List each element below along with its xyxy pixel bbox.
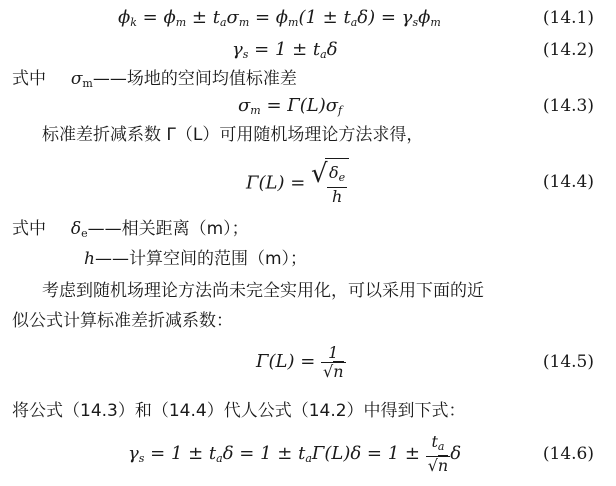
eq-text: σ: [238, 95, 251, 116]
eq-sub: m: [430, 16, 441, 29]
definition-sub: m: [82, 77, 93, 90]
equation-number: (14.5): [542, 352, 594, 372]
eq-sub: m: [238, 16, 250, 29]
equation-14-4: [246, 158, 349, 206]
definition-description: ——相关距离（m）；: [87, 219, 249, 239]
definition-description: ——计算空间的范围（m）；: [94, 249, 308, 269]
definition-h: [84, 248, 307, 270]
eq-sub: m: [250, 104, 261, 117]
eq-text: δ = 1 ± t: [222, 443, 306, 464]
fraction-numerator: 1: [321, 344, 346, 363]
fraction: $\frac{t_a}{√n}$: [427, 432, 449, 475]
paragraph-approximation-line1: 考虑到随机场理论方法尚未完全实用化，可以采用下面的近: [42, 281, 484, 301]
equation-number: (14.2): [542, 40, 594, 60]
eq-sub: a: [305, 452, 312, 465]
eq-text: δ) = γ: [357, 7, 413, 28]
definition-sub: e: [81, 227, 88, 240]
eq-sub: m: [175, 16, 187, 29]
eq-text: γ: [128, 443, 139, 464]
equation-14-5: [256, 340, 346, 384]
eq-text: = ϕ: [136, 7, 176, 28]
eq-sub: a: [350, 16, 358, 29]
fraction: [327, 164, 347, 206]
paragraph-reduction-factor: 标准差折减系数 Γ（L）可用随机场理论方法求得，: [42, 125, 424, 145]
equation-14-1: [118, 6, 441, 35]
definition-description: ——场地的空间均值标准差: [92, 69, 297, 89]
fraction-denominator: n: [437, 456, 449, 475]
definition-symbol: σ: [70, 69, 83, 89]
eq-text: ± t: [186, 7, 220, 28]
equation-14-6: [128, 430, 461, 478]
fraction-numerator: t: [431, 432, 438, 451]
definition-prefix: 式中: [12, 219, 46, 239]
eq-sub: s: [138, 452, 145, 465]
eq-lhs: Γ(L) =: [256, 351, 322, 372]
eq-text: Γ(L)δ = 1 ±: [311, 443, 426, 464]
equation-14-2: [232, 38, 338, 67]
eq-sub: a: [320, 48, 327, 61]
eq-sub: s: [242, 48, 249, 61]
definition-symbol: h: [84, 249, 95, 269]
equation-number: (14.4): [542, 172, 594, 192]
eq-text: δ: [450, 443, 462, 464]
fraction-denominator: h: [331, 187, 343, 206]
sqrt-symbol: √ $\frac{\delta_e}{h}$: [311, 158, 349, 209]
fraction: $\frac{1}{√n}$: [323, 342, 344, 381]
eq-text: = Γ(L)σ: [260, 95, 339, 116]
eq-lhs: Γ(L) =: [246, 172, 312, 194]
eq-text: σ: [226, 7, 239, 28]
eq-sub: a: [437, 440, 445, 453]
eq-sub: k: [130, 16, 137, 29]
eq-text: = ϕ: [249, 7, 289, 28]
equation-number: (14.1): [542, 8, 594, 28]
eq-sub: s: [412, 16, 419, 29]
eq-sub: m: [288, 16, 299, 29]
eq-text: γ: [232, 39, 243, 60]
eq-sub: a: [216, 452, 223, 465]
eq-text: δ: [326, 39, 338, 60]
fraction-numerator: δ: [329, 163, 339, 182]
eq-text: = 1 ± t: [248, 39, 321, 60]
definition-sigma-m: [12, 68, 297, 95]
paragraph-approximation-line2: 似公式计算标准差折减系数：: [12, 311, 233, 331]
eq-text: ϕ: [418, 7, 431, 28]
eq-sub: e: [338, 171, 346, 184]
eq-text: = 1 ± t: [144, 443, 217, 464]
equation-14-3: [238, 94, 342, 123]
definition-symbol: δ: [70, 219, 82, 239]
fraction-denominator: n: [333, 361, 344, 381]
paragraph-substitution: 将公式（14.3）和（14.4）代人公式（14.2）中得到下式：: [12, 401, 466, 421]
eq-text: (1 ± t: [298, 7, 351, 28]
eq-sub: f: [338, 104, 343, 117]
equation-number: (14.6): [542, 444, 594, 464]
definition-delta-e: [12, 218, 249, 245]
definition-prefix: 式中: [12, 69, 46, 89]
equation-number: (14.3): [542, 96, 594, 116]
eq-sub: a: [219, 16, 227, 29]
eq-text: ϕ: [118, 7, 131, 28]
